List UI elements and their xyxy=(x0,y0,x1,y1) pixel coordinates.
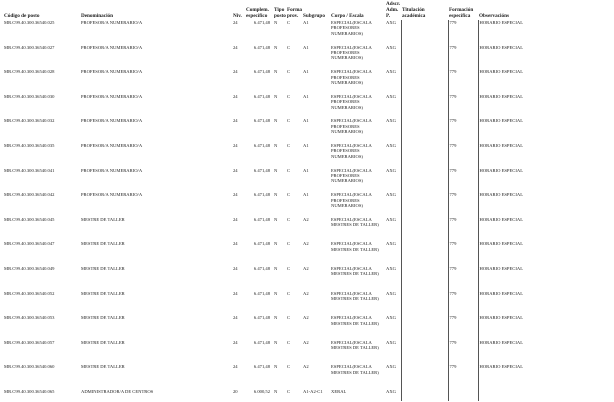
col-header-denominacion: Denominación xyxy=(81,13,113,19)
cell-adscr: AXG xyxy=(386,315,396,321)
table-row xyxy=(3,69,614,94)
cell-complem: 6.471,48 xyxy=(253,339,270,345)
cell-observacions: HORARIO ESPECIAL xyxy=(478,217,614,242)
cell-observacions: HORARIO ESPECIAL xyxy=(478,143,614,168)
cell-formacion: 779 xyxy=(448,118,478,143)
table-row xyxy=(3,291,614,316)
col-header-codigo: Código de posto xyxy=(4,13,40,19)
cell-adscr: AXG xyxy=(386,192,396,198)
cell-denominacion: PROFESOR/A NUMERARIO/A xyxy=(81,167,143,173)
header-row xyxy=(3,1,614,20)
cell-titulacion xyxy=(401,94,448,119)
cell-complem: 6.471,48 xyxy=(253,241,270,247)
cell-niv: 24 xyxy=(233,339,238,345)
cell-formacion: 779 xyxy=(448,20,478,45)
cell-subgrupo: A2 xyxy=(303,315,309,321)
cell-observacions: HORARIO ESPECIAL xyxy=(478,266,614,291)
cell-denominacion: PROFESOR/A NUMERARIO/A xyxy=(81,93,143,99)
cell-complem: 6.471,48 xyxy=(253,216,270,222)
cell-subgrupo: A1 xyxy=(303,167,309,173)
cell-observacions: HORARIO ESPECIAL xyxy=(478,168,614,193)
cell-titulacion xyxy=(401,340,448,365)
cell-subgrupo: A2 xyxy=(303,241,309,247)
col-header-niv: Niv. xyxy=(233,13,242,19)
col-header-observacions: Observacións xyxy=(479,13,509,19)
cell-titulacion xyxy=(401,241,448,266)
cell-forma: C xyxy=(287,44,291,50)
cell-complem: 6.471,48 xyxy=(253,69,270,75)
cell-corpo: ESPECIAL(ESCALA PROFESORES NUMERARIOS) xyxy=(331,167,372,184)
table-row xyxy=(3,217,614,242)
cell-codigo: MR.C99.40.300.36540.028 xyxy=(4,69,55,75)
cell-subgrupo: A2 xyxy=(303,216,309,222)
cell-forma: C xyxy=(287,339,291,345)
cell-niv: 24 xyxy=(233,315,238,321)
table-row xyxy=(3,315,614,340)
cell-observacions: HORARIO ESPECIAL xyxy=(478,340,614,365)
table-row xyxy=(3,192,614,217)
cell-subgrupo: A1 xyxy=(303,93,309,99)
table-row xyxy=(3,389,614,401)
col-header-forma: Forma prov. xyxy=(287,7,302,19)
cell-formacion: 779 xyxy=(448,94,478,119)
table-row xyxy=(3,20,614,45)
cell-complem: 6.471,48 xyxy=(253,20,270,25)
cell-denominacion: MESTRE DE TALLER xyxy=(81,216,125,222)
cell-complem: 6.000,52 xyxy=(253,388,270,394)
cell-adscr: AXG xyxy=(386,20,396,25)
cell-observacions: HORARIO ESPECIAL xyxy=(478,94,614,119)
cell-observacions: HORARIO ESPECIAL xyxy=(478,315,614,340)
cell-observacions: HORARIO ESPECIAL xyxy=(478,20,614,45)
cell-complem: 6.471,48 xyxy=(253,192,270,198)
table-body xyxy=(3,20,614,401)
cell-formacion: 779 xyxy=(448,143,478,168)
cell-titulacion xyxy=(401,192,448,217)
cell-subgrupo: A1 xyxy=(303,118,309,124)
cell-subgrupo: A1 xyxy=(303,192,309,198)
cell-niv: 24 xyxy=(233,364,238,370)
cell-tipo: N xyxy=(274,265,278,271)
cell-corpo: ESPECIAL(ESCALA MESTRES DE TALLER) xyxy=(331,290,379,301)
cell-tipo: N xyxy=(274,339,278,345)
cell-complem: 6.471,48 xyxy=(253,142,270,148)
cell-forma: C xyxy=(287,265,291,271)
cell-tipo: N xyxy=(274,118,278,124)
cell-tipo: N xyxy=(274,192,278,198)
cell-formacion: 779 xyxy=(448,291,478,316)
cell-codigo: MR.C99.40.300.36540.049 xyxy=(4,265,55,271)
cell-codigo: MR.C99.40.300.36540.053 xyxy=(4,315,55,321)
cell-forma: C xyxy=(287,241,291,247)
cell-niv: 24 xyxy=(233,44,238,50)
cell-denominacion: MESTRE DE TALLER xyxy=(81,241,125,247)
cell-formacion: 779 xyxy=(448,315,478,340)
cell-denominacion: MESTRE DE TALLER xyxy=(81,290,125,296)
cell-observacions: HORARIO ESPECIAL xyxy=(478,192,614,217)
cell-forma: C xyxy=(287,20,291,25)
cell-adscr: AXG xyxy=(386,241,396,247)
cell-titulacion xyxy=(401,291,448,316)
cell-titulacion xyxy=(401,45,448,70)
col-header-tipo: Tipo posto xyxy=(274,7,286,19)
cell-niv: 24 xyxy=(233,167,238,173)
cell-denominacion: MESTRE DE TALLER xyxy=(81,339,125,345)
table-row xyxy=(3,168,614,193)
cell-adscr: AXG xyxy=(386,388,396,394)
cell-forma: C xyxy=(287,118,291,124)
cell-corpo: ESPECIAL(ESCALA MESTRES DE TALLER) xyxy=(331,339,379,351)
cell-formacion: 779 xyxy=(448,364,478,389)
cell-formacion: 779 xyxy=(448,45,478,70)
cell-niv: 24 xyxy=(233,20,238,25)
cell-observacions: HORARIO ESPECIAL xyxy=(478,364,614,389)
cell-observacions: HORARIO ESPECIAL xyxy=(478,291,614,316)
cell-formacion: 779 xyxy=(448,192,478,217)
cell-corpo: ESPECIAL(ESCALA PROFESORES NUMERARIOS) xyxy=(331,69,372,85)
positions-table xyxy=(3,1,614,401)
cell-niv: 24 xyxy=(233,118,238,124)
cell-titulacion xyxy=(401,364,448,389)
cell-tipo: N xyxy=(274,216,278,222)
cell-codigo: MR.C99.40.300.36540.047 xyxy=(4,241,55,247)
cell-denominacion: PROFESOR/A NUMERARIO/A xyxy=(81,44,143,50)
col-header-formacion: Formación específica xyxy=(449,7,474,19)
cell-corpo: ESPECIAL(ESCALA MESTRES DE TALLER) xyxy=(331,241,379,252)
cell-subgrupo: A2 xyxy=(303,265,309,271)
cell-denominacion: MESTRE DE TALLER xyxy=(81,315,125,321)
cell-adscr: AXG xyxy=(386,290,396,296)
cell-codigo: MR.C99.40.300.36540.025 xyxy=(4,20,55,25)
cell-codigo: MR.C99.40.300.36540.030 xyxy=(4,93,55,99)
cell-subgrupo: A1 xyxy=(303,142,309,148)
cell-codigo: MR.C99.40.300.36540.045 xyxy=(4,216,55,222)
cell-denominacion: PROFESOR/A NUMERARIO/A xyxy=(81,69,143,75)
cell-subgrupo: A1-A2-C1 xyxy=(303,388,323,394)
cell-codigo: MR.C99.40.300.36540.035 xyxy=(4,142,55,148)
cell-codigo: MR.C99.40.300.36540.027 xyxy=(4,44,55,50)
cell-denominacion: PROFESOR/A NUMERARIO/A xyxy=(81,118,143,124)
cell-forma: C xyxy=(287,290,291,296)
cell-subgrupo: A1 xyxy=(303,20,309,25)
cell-corpo: ESPECIAL(ESCALA PROFESORES NUMERARIOS) xyxy=(331,118,372,135)
cell-tipo: N xyxy=(274,20,278,25)
cell-forma: C xyxy=(287,142,291,148)
cell-niv: 24 xyxy=(233,290,238,296)
cell-corpo: ESPECIAL(ESCALA PROFESORES NUMERARIOS) xyxy=(331,142,372,159)
table-row xyxy=(3,45,614,70)
col-header-subgrupo: Subgrupo xyxy=(303,13,325,19)
cell-complem: 6.471,48 xyxy=(253,265,270,271)
cell-subgrupo: A2 xyxy=(303,364,309,370)
cell-formacion: 779 xyxy=(448,69,478,94)
cell-corpo: ESPECIAL(ESCALA MESTRES DE TALLER) xyxy=(331,265,379,277)
cell-niv: 24 xyxy=(233,142,238,148)
cell-titulacion xyxy=(401,315,448,340)
cell-formacion: 779 xyxy=(448,217,478,242)
cell-observacions xyxy=(478,389,614,401)
table-row xyxy=(3,340,614,365)
cell-forma: C xyxy=(287,192,291,198)
table-row xyxy=(3,241,614,266)
cell-tipo: N xyxy=(274,93,278,99)
cell-titulacion xyxy=(401,168,448,193)
cell-tipo: N xyxy=(274,44,278,50)
cell-forma: C xyxy=(287,216,291,222)
cell-adscr: AXG xyxy=(386,69,396,75)
cell-niv: 24 xyxy=(233,241,238,247)
cell-adscr: AXG xyxy=(386,93,396,99)
cell-tipo: N xyxy=(274,315,278,321)
cell-denominacion: MESTRE DE TALLER xyxy=(81,364,125,370)
cell-forma: C xyxy=(287,167,291,173)
cell-corpo: XERAL xyxy=(331,388,347,394)
cell-complem: 6.471,48 xyxy=(253,118,270,124)
cell-subgrupo: A1 xyxy=(303,44,309,50)
col-header-complem: Complem. específico xyxy=(246,7,269,19)
cell-codigo: MR.C99.40.300.36540.065 xyxy=(4,388,55,394)
cell-adscr: AXG xyxy=(386,44,396,50)
cell-formacion xyxy=(448,389,478,401)
table-row xyxy=(3,118,614,143)
cell-denominacion: PROFESOR/A NUMERARIO/A xyxy=(81,192,143,198)
cell-adscr: AXG xyxy=(386,142,396,148)
cell-niv: 24 xyxy=(233,69,238,75)
cell-forma: C xyxy=(287,364,291,370)
cell-complem: 6.471,48 xyxy=(253,167,270,173)
cell-formacion: 779 xyxy=(448,241,478,266)
cell-titulacion xyxy=(401,266,448,291)
cell-corpo: ESPECIAL(ESCALA PROFESORES NUMERARIOS) xyxy=(331,93,372,110)
cell-adscr: AXG xyxy=(386,216,396,222)
cell-tipo: N xyxy=(274,364,278,370)
cell-codigo: MR.C99.40.300.36540.052 xyxy=(4,290,55,296)
cell-denominacion: PROFESOR/A NUMERARIO/A xyxy=(81,20,143,25)
cell-formacion: 779 xyxy=(448,168,478,193)
cell-adscr: AXG xyxy=(386,265,396,271)
cell-forma: C xyxy=(287,69,291,75)
cell-complem: 6.471,48 xyxy=(253,93,270,99)
cell-corpo: ESPECIAL(ESCALA PROFESORES NUMERARIOS) xyxy=(331,192,372,208)
cell-tipo: N xyxy=(274,241,278,247)
cell-denominacion: PROFESOR/A NUMERARIO/A xyxy=(81,142,143,148)
cell-titulacion xyxy=(401,389,448,401)
cell-codigo: MR.C99.40.300.36540.042 xyxy=(4,192,55,198)
table-row xyxy=(3,266,614,291)
cell-niv: 24 xyxy=(233,265,238,271)
cell-subgrupo: A2 xyxy=(303,339,309,345)
cell-complem: 6.471,48 xyxy=(253,290,270,296)
cell-codigo: MR.C99.40.300.36540.060 xyxy=(4,364,55,370)
cell-codigo: MR.C99.40.300.36540.032 xyxy=(4,118,55,124)
cell-observacions: HORARIO ESPECIAL xyxy=(478,118,614,143)
cell-tipo: N xyxy=(274,388,278,394)
table-row xyxy=(3,143,614,168)
cell-niv: 20 xyxy=(233,388,238,394)
col-header-titulacion: Titulación académica xyxy=(402,7,426,19)
cell-titulacion xyxy=(401,217,448,242)
cell-corpo: ESPECIAL(ESCALA MESTRES DE TALLER) xyxy=(331,216,379,228)
cell-adscr: AXG xyxy=(386,339,396,345)
cell-tipo: N xyxy=(274,167,278,173)
cell-complem: 6.471,48 xyxy=(253,364,270,370)
cell-corpo: ESPECIAL(ESCALA PROFESORES NUMERARIOS) xyxy=(331,20,372,36)
cell-niv: 24 xyxy=(233,216,238,222)
cell-corpo: ESPECIAL(ESCALA MESTRES DE TALLER) xyxy=(331,315,379,326)
table-row xyxy=(3,94,614,119)
cell-formacion: 779 xyxy=(448,340,478,365)
col-header-corpo: Corpo / Escala xyxy=(331,13,364,19)
cell-formacion: 779 xyxy=(448,266,478,291)
cell-titulacion xyxy=(401,20,448,45)
cell-observacions: HORARIO ESPECIAL xyxy=(478,241,614,266)
cell-titulacion xyxy=(401,69,448,94)
cell-forma: C xyxy=(287,93,291,99)
cell-tipo: N xyxy=(274,142,278,148)
cell-titulacion xyxy=(401,118,448,143)
cell-complem: 6.471,48 xyxy=(253,44,270,50)
cell-subgrupo: A2 xyxy=(303,290,309,296)
cell-forma: C xyxy=(287,388,291,394)
cell-forma: C xyxy=(287,315,291,321)
cell-tipo: N xyxy=(274,290,278,296)
cell-denominacion: ADMINISTRADOR/A DE CENTROS xyxy=(81,388,154,394)
cell-codigo: MR.C99.40.300.36540.041 xyxy=(4,167,55,173)
cell-observacions: HORARIO ESPECIAL xyxy=(478,45,614,70)
cell-subgrupo: A1 xyxy=(303,69,309,75)
cell-denominacion: MESTRE DE TALLER xyxy=(81,265,125,271)
table-row xyxy=(3,364,614,389)
cell-corpo: ESPECIAL(ESCALA MESTRES DE TALLER) xyxy=(331,364,379,375)
cell-niv: 24 xyxy=(233,192,238,198)
cell-corpo: ESPECIAL(ESCALA PROFESORES NUMERARIOS) xyxy=(331,44,372,61)
cell-niv: 24 xyxy=(233,93,238,99)
cell-observacions: HORARIO ESPECIAL xyxy=(478,69,614,94)
cell-complem: 6.471,48 xyxy=(253,315,270,321)
cell-tipo: N xyxy=(274,69,278,75)
cell-codigo: MR.C99.40.300.36540.057 xyxy=(4,339,55,345)
cell-adscr: AXG xyxy=(386,167,396,173)
cell-titulacion xyxy=(401,143,448,168)
cell-adscr: AXG xyxy=(386,118,396,124)
col-header-adscr: Adscr. Adm. P. xyxy=(386,1,401,19)
cell-adscr: AXG xyxy=(386,364,396,370)
table-header xyxy=(3,1,614,20)
